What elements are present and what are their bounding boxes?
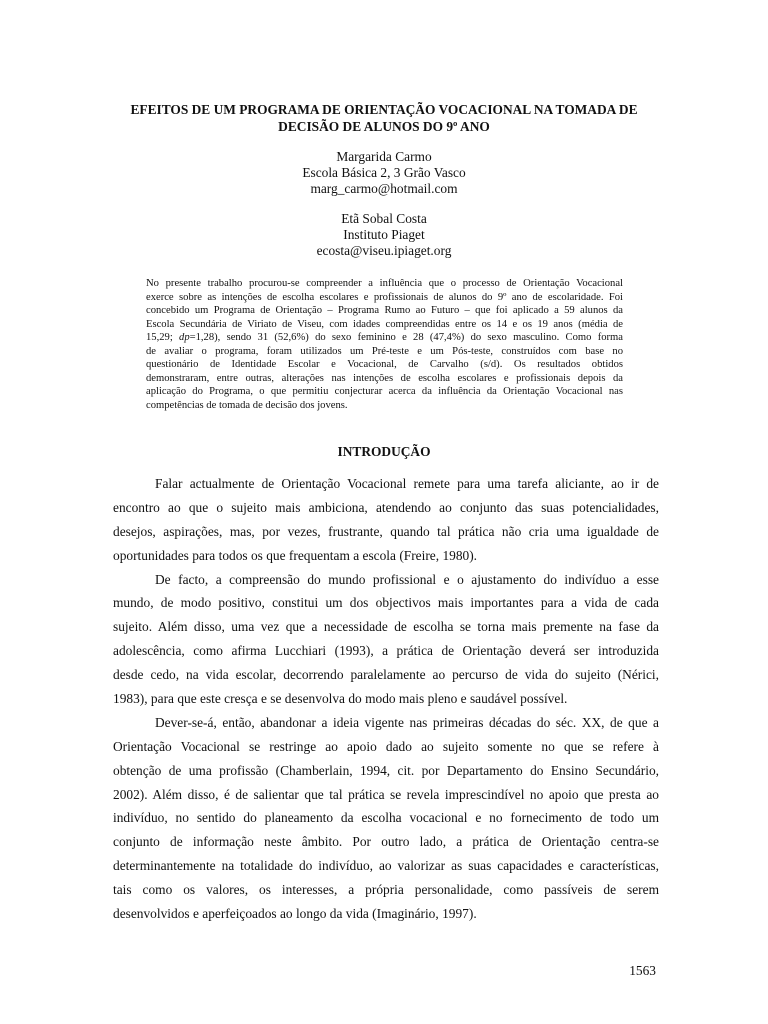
paragraph-line: oportunidades para todos os que frequentam a escola (Freire, 1980).: [113, 547, 478, 563]
abstract-line: exerce sobre as intenções de escolha escolares e profissionais de alunos do 9º ano de escolaridade. Foi: [146, 291, 623, 303]
author-block-2: [184, 211, 584, 259]
author-affiliation: Instituto Piaget: [343, 227, 425, 242]
abstract-line: de avaliar o programa, foram utilizados um Pré-teste e um Pós-teste, construídos com base no: [146, 345, 623, 357]
paragraph-line: 2002). Além disso, é de salientar que tal prática se revela imprescindível no apoio que presta ao: [113, 786, 659, 802]
section-heading: INTRODUÇÃO: [337, 444, 431, 459]
paragraph-line: obtenção de uma profissão (Chamberlain, 1994, cit. por Departamento do Ensino Secundário,: [113, 762, 659, 778]
paragraph-line: indivíduo, no sentido do planeamento da escolha vocacional e no fornecimento de todo um: [113, 810, 659, 826]
paragraph-line: encontro ao que o sujeito mais ambiciona, atendendo ao conjunto das suas potencialidades,: [113, 499, 659, 515]
paragraph-line: Dever-se-á, então, abandonar a ideia vigente nas primeiras décadas do séc. XX, de que a: [155, 714, 659, 730]
author-email: marg_carmo@hotmail.com: [310, 181, 458, 196]
abstract-line: Escola Secundária de Viriato de Viseu, com idades compreendidas entre os 14 e os 19 anos (média de: [146, 318, 623, 330]
abstract-line: competências de tomada de decisão dos jovens.: [146, 399, 348, 411]
abstract-line: concebido um Programa de Orientação – Programa Rumo ao Futuro – que foi aplicado a 59 alunos da: [146, 305, 623, 316]
paragraph-line: desejos, aspirações, mas, por vezes, frustrante, quando tal prática não cria uma igualdade de: [113, 523, 659, 539]
page-number: 1563: [629, 963, 656, 978]
title-line-1: EFEITOS DE UM PROGRAMA DE ORIENTAÇÃO VOCACIONAL NA TOMADA DE: [130, 102, 638, 117]
paragraph-line: desde cedo, na vida escolar, decorrendo paralelamente ao percurso de vida do sujeito (Nérici,: [113, 667, 659, 683]
abstract-line: questionário de Identidade Escolar e Vocacional, de Carvalho (s/d). Os resultados obtidos: [146, 359, 623, 370]
abstract-line: demonstraram, entre outras, alterações nas intenções de escolha escolares e profissionais depois da: [146, 372, 623, 384]
paragraph-line: mundo, de modo positivo, constitui um dos objectivos mais importantes para a vida de cada: [113, 595, 659, 611]
paragraph-line: tais como os valores, os interesses, a própria personalidade, como passíveis de serem: [113, 882, 659, 898]
author-name: Etã Sobal Costa: [341, 211, 427, 226]
abstract-line: No presente trabalho procurou-se compreender a influência que o processo de Orientação Vocacional: [146, 278, 623, 289]
author-affiliation: Escola Básica 2, 3 Grão Vasco: [302, 165, 466, 180]
paragraph-line: Falar actualmente de Orientação Vocacional remete para uma tarefa aliciante, ao ir de: [155, 476, 659, 491]
paragraph-line: desenvolvidos e aperfeiçoados ao longo da vida (Imaginário, 1997).: [113, 906, 477, 922]
paragraph-line: De facto, a compreensão do mundo profissional e o ajustamento do indivíduo a esse: [155, 571, 659, 587]
paragraph-line: determinantemente na totalidade do indivíduo, ao valorizar as suas capacidades e características,: [113, 858, 659, 874]
abstract-line: 15,29; dp=1,28), sendo 31 (52,6%) do sexo feminino e 28 (47,4%) do sexo masculino. Como forma: [146, 332, 623, 343]
paragraph-line: sujeito. Além disso, uma vez que a necessidade de escolha se torna mais premente na fase da: [113, 619, 659, 635]
paragraph-line: 1983), para que este cresça e se desenvolva do modo mais pleno e saudável possível.: [113, 691, 568, 707]
paper-title: [100, 101, 668, 135]
paragraph-line: conjunto de informação neste âmbito. Por outro lado, a prática de Orientação centra-se: [113, 834, 659, 850]
abstract: [146, 277, 623, 412]
paragraph-line: adolescência, como afirma Lucchiari (1993), a prática de Orientação deverá ser introduzida: [113, 643, 659, 659]
abstract-line: aplicação do Programa, o que permitiu conjecturar acerca da influência da Orientação Vocacional nas: [146, 386, 623, 397]
author-block-1: [184, 149, 584, 197]
paragraph-line: Orientação Vocacional se restringe ao apoio dado ao sujeito somente no que se refere à: [113, 738, 659, 754]
title-line-2: DECISÃO DE ALUNOS DO 9º ANO: [278, 119, 490, 134]
body-text: [113, 472, 659, 926]
author-email: ecosta@viseu.ipiaget.org: [316, 243, 452, 258]
author-name: Margarida Carmo: [336, 149, 432, 164]
